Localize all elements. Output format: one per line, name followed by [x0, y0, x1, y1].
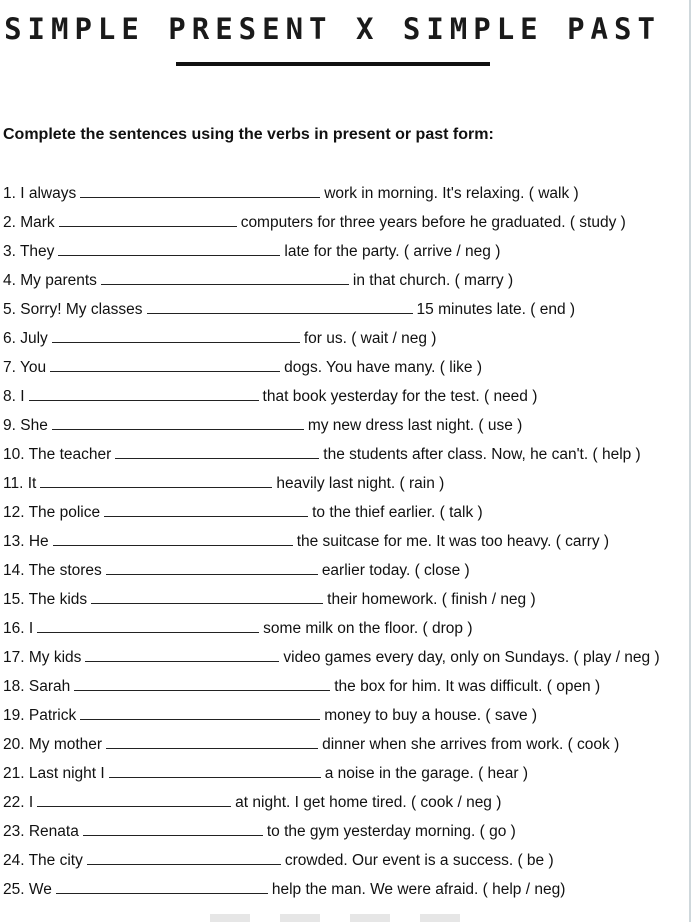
answer-blank[interactable]: [87, 850, 281, 865]
answer-blank[interactable]: [58, 241, 280, 256]
sentence-start: My mother: [28, 736, 103, 753]
sentence-item: [3, 763, 660, 792]
sentence-item: [3, 415, 660, 444]
sentence-start: I: [20, 388, 25, 405]
sentence-start: She: [20, 417, 48, 434]
page-edge-line: [689, 0, 691, 922]
sentence-end: computers for three years before he graduated. ( study ): [240, 214, 626, 231]
sentence-number: 2.: [3, 214, 21, 231]
sentence-start: He: [28, 533, 49, 550]
sentence-end: the box for him. It was difficult. ( open ): [334, 678, 601, 695]
sentence-item: [3, 299, 660, 328]
answer-blank[interactable]: [85, 647, 279, 662]
sentence-item: [3, 734, 660, 763]
sentence-start: I: [28, 620, 34, 637]
sentence-number: 8.: [3, 388, 21, 405]
sentence-end: dinner when she arrives from work. ( cook ): [322, 736, 620, 753]
sentence-number: 19.: [3, 707, 29, 724]
sentence-end: the students after class. Now, he can't. ( help ): [323, 446, 641, 463]
sentence-start: I: [28, 794, 34, 811]
sentence-number: 17.: [3, 649, 29, 666]
sentence-number: 7.: [3, 359, 20, 376]
sentence-number: 1.: [3, 185, 21, 202]
answer-blank[interactable]: [52, 415, 304, 430]
sentence-end: to the gym yesterday morning. ( go ): [266, 823, 516, 840]
sentence-end: 15 minutes late. ( end ): [416, 301, 576, 318]
sentence-start: I always: [20, 185, 77, 202]
sentence-start: The teacher: [28, 446, 112, 463]
sentence-item: [3, 502, 660, 531]
sentence-end: a noise in the garage. ( hear ): [324, 765, 529, 782]
sentence-number: 5.: [3, 301, 21, 318]
sentence-number: 9.: [3, 417, 21, 434]
sentence-number: 13.: [3, 533, 29, 550]
answer-blank[interactable]: [109, 763, 321, 778]
sentence-start: It: [27, 475, 37, 492]
sentence-end: my new dress last night. ( use ): [307, 417, 523, 434]
sentence-item: [3, 473, 660, 502]
sentence-item: [3, 850, 660, 879]
answer-blank[interactable]: [147, 299, 413, 314]
sentence-end: dogs. You have many. ( like ): [284, 359, 482, 376]
sentence-item: [3, 879, 660, 908]
sentence-item: [3, 618, 660, 647]
sentence-item: [3, 560, 660, 589]
sentence-item: [3, 183, 660, 212]
answer-blank[interactable]: [83, 821, 263, 836]
sentence-end: heavily last night. ( rain ): [276, 475, 445, 492]
sentence-start: The kids: [28, 591, 88, 608]
sentence-number: 12.: [3, 504, 29, 521]
sentence-end: earlier today. ( close ): [321, 562, 470, 579]
sentence-number: 22.: [3, 794, 29, 811]
sentence-start: The stores: [28, 562, 102, 579]
sentence-item: [3, 444, 660, 473]
sentence-end: some milk on the floor. ( drop ): [263, 620, 473, 637]
exercise-list: [3, 183, 660, 908]
instructions: Complete the sentences using the verbs in present or past form:: [3, 126, 494, 143]
sentence-end: help the man. We were afraid. ( help / neg): [271, 881, 566, 898]
sentence-end: crowded. Our event is a success. ( be ): [284, 852, 554, 869]
sentence-number: 18.: [3, 678, 29, 695]
sentence-start: Last night I: [28, 765, 105, 782]
answer-blank[interactable]: [80, 183, 320, 198]
sentence-end: for us. ( wait / neg ): [303, 330, 437, 347]
sentence-item: [3, 241, 660, 270]
sentence-number: 6.: [3, 330, 21, 347]
sentence-start: Sorry! My classes: [20, 301, 143, 318]
sentence-end: at night. I get home tired. ( cook / neg ): [235, 794, 502, 811]
answer-blank[interactable]: [40, 473, 272, 488]
answer-blank[interactable]: [50, 357, 280, 372]
sentence-number: 14.: [3, 562, 29, 579]
answer-blank[interactable]: [101, 270, 349, 285]
sentence-item: [3, 328, 660, 357]
answer-blank[interactable]: [106, 734, 318, 749]
sentence-item: [3, 705, 660, 734]
sentence-end: video games every day, only on Sundays. ( play / neg ): [283, 649, 660, 666]
sentence-item: [3, 589, 660, 618]
answer-blank[interactable]: [74, 676, 330, 691]
sentence-start: July: [20, 330, 48, 347]
sentence-number: 4.: [3, 272, 21, 289]
sentence-start: My kids: [28, 649, 82, 666]
sentence-item: [3, 531, 660, 560]
sentence-start: The police: [28, 504, 101, 521]
sentence-end: their homework. ( finish / neg ): [327, 591, 536, 608]
sentence-number: 25.: [3, 881, 29, 898]
sentence-number: 20.: [3, 736, 29, 753]
answer-blank[interactable]: [91, 589, 323, 604]
footer-decoration: [210, 914, 490, 922]
answer-blank[interactable]: [59, 212, 237, 227]
sentence-end: work in morning. It's relaxing. ( walk ): [324, 185, 579, 202]
sentence-item: [3, 792, 660, 821]
answer-blank[interactable]: [52, 328, 300, 343]
answer-blank[interactable]: [37, 618, 259, 633]
sentence-start: Renata: [28, 823, 79, 840]
sentence-number: 24.: [3, 852, 29, 869]
sentence-end: the suitcase for me. It was too heavy. ( carry ): [296, 533, 610, 550]
sentence-start: You: [19, 359, 47, 376]
sentence-start: Patrick: [28, 707, 77, 724]
sentence-number: 15.: [3, 591, 29, 608]
sentence-end: late for the party. ( arrive / neg ): [284, 243, 501, 260]
sentence-end: money to buy a house. ( save ): [324, 707, 538, 724]
sentence-number: 16.: [3, 620, 29, 637]
sentence-end: in that church. ( marry ): [352, 272, 514, 289]
sentence-item: [3, 647, 660, 676]
sentence-start: We: [28, 881, 52, 898]
sentence-start: They: [19, 243, 55, 260]
sentence-item: [3, 357, 660, 386]
sentence-item: [3, 212, 660, 241]
answer-blank[interactable]: [80, 705, 320, 720]
answer-blank[interactable]: [106, 560, 318, 575]
answer-blank[interactable]: [37, 792, 231, 807]
sentence-start: Mark: [20, 214, 55, 231]
sentence-number: 23.: [3, 823, 29, 840]
sentence-end: to the thief earlier. ( talk ): [312, 504, 483, 521]
sentence-item: [3, 676, 660, 705]
title-underline: [176, 62, 490, 66]
sentence-number: 21.: [3, 765, 29, 782]
sentence-item: [3, 386, 660, 415]
sentence-number: 10.: [3, 446, 29, 463]
sentence-item: [3, 270, 660, 299]
answer-blank[interactable]: [56, 879, 268, 894]
sentence-end: that book yesterday for the test. ( need ): [262, 388, 538, 405]
sentence-number: 3.: [3, 243, 20, 260]
sentence-start: The city: [28, 852, 83, 869]
answer-blank[interactable]: [29, 386, 259, 401]
answer-blank[interactable]: [115, 444, 319, 459]
sentence-start: My parents: [20, 272, 97, 289]
answer-blank[interactable]: [53, 531, 293, 546]
sentence-start: Sarah: [28, 678, 71, 695]
sentence-number: 11.: [3, 475, 28, 492]
worksheet-title: SIMPLE PRESENT X SIMPLE PAST: [4, 12, 661, 46]
answer-blank[interactable]: [104, 502, 308, 517]
sentence-item: [3, 821, 660, 850]
